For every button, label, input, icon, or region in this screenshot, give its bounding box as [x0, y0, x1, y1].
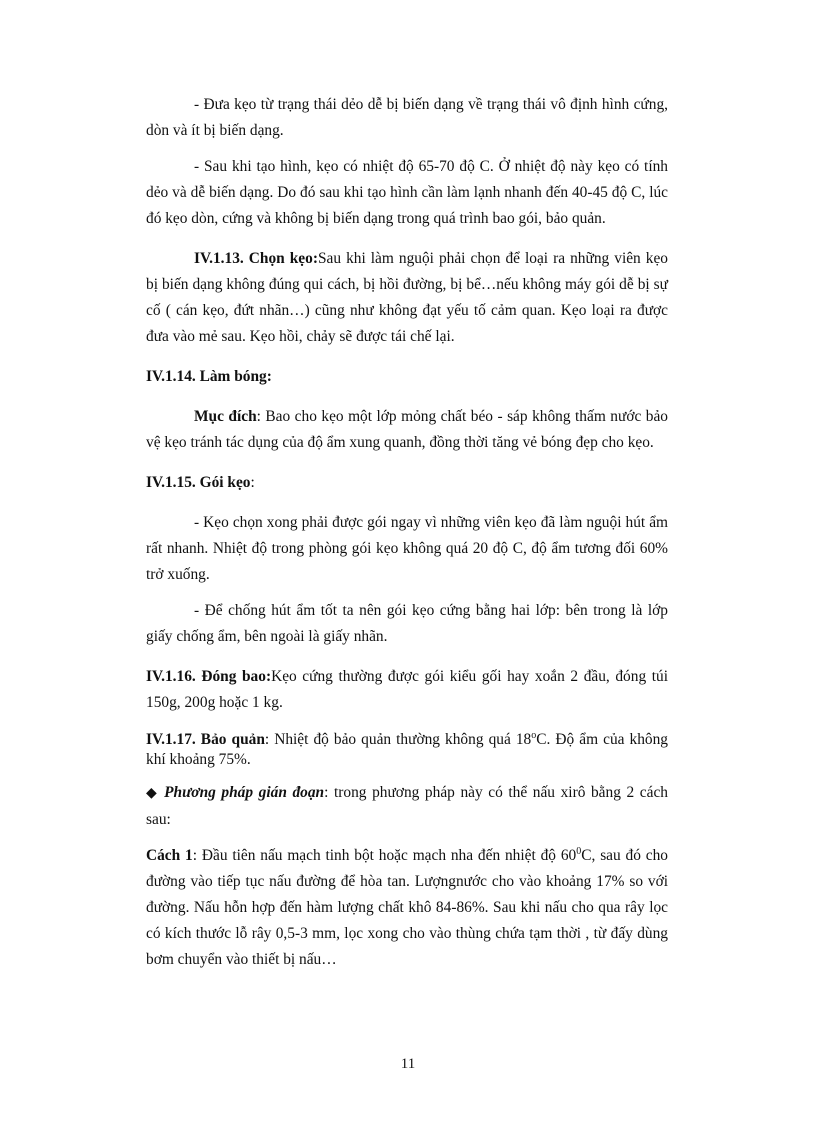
paragraph-goi-keo-1: - Kẹo chọn xong phải được gói ngay vì những viên kẹo đã làm nguội hút ẩm rất nhanh. Nhiệt độ trong phòng gói kẹo không quá 20 độ C, độ ẩm tương đối 60% trở xuống. — [146, 514, 668, 583]
paragraph-goi-keo-2: - Để chống hút ẩm tốt ta nên gói kẹo cứng bằng hai lớp: bên trong là lớp giấy chống ẩm, bên ngoài là giấy nhãn. — [146, 602, 668, 645]
heading-lam-bong: IV.1.14. Làm bóng: — [146, 368, 272, 385]
section-text-chon-keo: Sau khi làm nguội phải chọn để loại ra những viên kẹo bị biến dạng không đúng qui cách, bị hồi đường, bị bể…nếu không máy gói dễ bị sự cố ( cán kẹo, đứt nhãn…) cũng như không đạt yếu tố cảm quan. Kẹo loại ra được đưa vào mẻ sau. Kẹo hồi, chảy sẽ được tái chế lại. — [146, 250, 668, 345]
diamond-bullet-icon: ◆ — [146, 786, 159, 801]
heading-goi-keo-colon: : — [250, 474, 255, 491]
section-heading-chon-keo: IV.1.13. Chọn kẹo: — [194, 250, 318, 267]
degree-superscript: o — [531, 729, 537, 741]
text-bao-quan-b: C. Độ ẩm của không khí khoảng 75%. — [146, 731, 668, 768]
heading-bao-quan: IV.1.17. Bảo quản — [146, 731, 265, 748]
paragraph-cooling-temperature: - Sau khi tạo hình, kẹo có nhiệt độ 65-70 độ C. Ở nhiệt độ này kẹo có tính dẻo và dễ biến dạng. Do đó sau khi tạo hình cần làm lạnh nhanh đến 40-45 độ C, lúc đó kẹo dòn, cứng và không bị biến dạng trong quá trình bao gói, bảo quản. — [146, 158, 668, 227]
heading-dong-bao: IV.1.16. Đóng bao: — [146, 668, 272, 685]
document-body — [146, 92, 668, 973]
heading-goi-keo: IV.1.15. Gói kẹo — [146, 474, 251, 491]
text-dong-bao: Kẹo cứng thường được gói kiểu gối hay xoắn 2 đầu, đóng túi 150g, 200g hoặc 1 kg. — [146, 668, 668, 711]
label-phuong-phap-gian-doan: Phương pháp gián đoạn — [164, 784, 325, 801]
section-heading-goi-keo — [146, 470, 668, 496]
text-bao-quan-a: : Nhiệt độ bảo quản thường không quá 18 — [264, 731, 532, 748]
text-cach-1-a: : Đầu tiên nấu mạch tinh bột hoặc mạch nha đến nhiệt độ 60 — [192, 847, 577, 864]
section-lam-bong — [146, 404, 668, 456]
section-heading-lam-bong — [146, 364, 668, 390]
label-cach-1: Cách 1 — [146, 847, 193, 864]
text-phuong-phap-gian-doan: : trong phương pháp này có thể nấu xirô bằng 2 cách sau: — [146, 784, 668, 828]
paragraph-cooling-purpose: - Đưa kẹo từ trạng thái dẻo dễ bị biến dạng về trạng thái vô định hình cứng, dòn và ít bị biến dạng. — [146, 96, 668, 139]
section-chon-keo — [146, 246, 668, 350]
label-muc-dich: Mục đích — [194, 408, 257, 425]
section-dong-bao — [146, 664, 668, 716]
section-bao-quan — [146, 730, 668, 770]
text-cach-1-b: C, sau đó cho đường vào tiếp tục nấu đường để hòa tan. Lượngnước cho vào khoảng 17% so với đường. Nấu hỗn hợp đến hàm lượng chất khô 84-86%. Sau khi nấu cho qua rây lọc có kích thước lỗ rây 0,5-3 mm, lọc xong cho vào thùng chứa tạm thời , từ đấy dùng bơm chuyển vào thiết bị nấu… — [146, 847, 668, 968]
temperature-superscript: 0 — [576, 845, 582, 857]
page-number: 11 — [400, 1056, 416, 1072]
text-lam-bong: : Bao cho kẹo một lớp mỏng chất béo - sáp không thấm nước bảo vệ kẹo tránh tác dụng của độ ẩm xung quanh, đồng thời tăng vẻ bóng đẹp cho kẹo. — [146, 408, 668, 451]
section-cach-1 — [146, 843, 668, 973]
section-phuong-phap-gian-doan — [146, 780, 668, 833]
